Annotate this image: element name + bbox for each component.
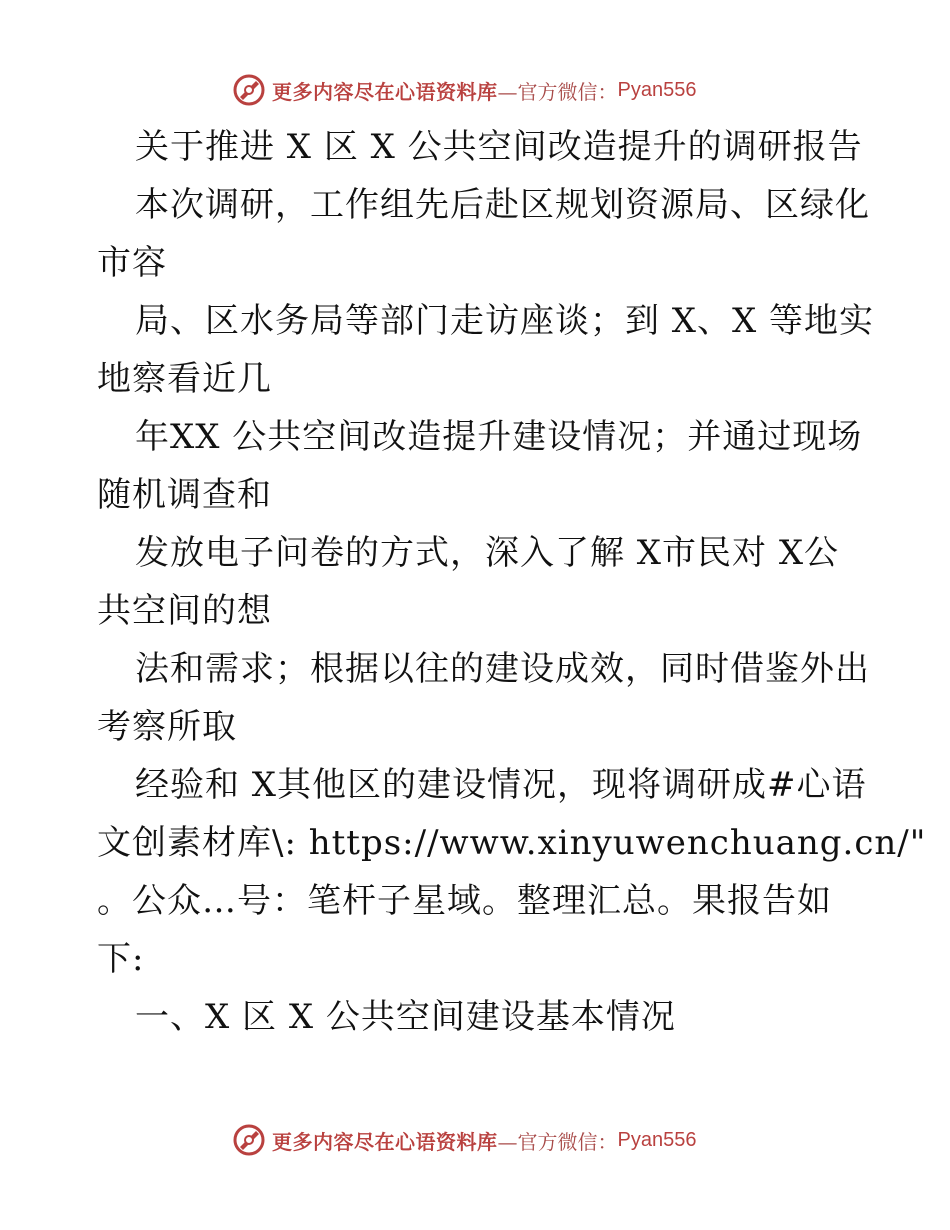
watermark-main-text: 更多内容尽在心语资料库 xyxy=(272,1129,498,1154)
logo-icon xyxy=(232,73,266,107)
paragraph-line: 。公众…号：笔杆子星域。整理汇总。果报告如 xyxy=(97,881,832,921)
document-title: 关于推进 X 区 X 公共空间改造提升的调研报告 xyxy=(135,127,863,167)
paragraph-line: 局、区水务局等部门走访座谈；到 X、X 等地实 xyxy=(135,301,875,341)
watermark-id-text: Pyan556 xyxy=(617,78,697,101)
section-heading: 一、X 区 X 公共空间建设基本情况 xyxy=(135,997,676,1037)
paragraph-line: 下: xyxy=(97,939,145,979)
paragraph-line: 法和需求；根据以往的建设成效，同时借鉴外出 xyxy=(135,649,870,689)
paragraph-line: 随机调查和 xyxy=(97,475,272,515)
document-body xyxy=(97,118,927,1046)
watermark-header xyxy=(232,72,696,108)
watermark-main-text: 更多内容尽在心语资料库 xyxy=(272,79,498,104)
paragraph-line: 考察所取 xyxy=(97,707,237,747)
paragraph-line: 年XX 公共空间改造提升建设情况；并通过现场 xyxy=(135,417,863,457)
paragraph-line: 本次调研，工作组先后赴区规划资源局、区绿化 xyxy=(135,185,870,225)
paragraph-line: 发放电子问卷的方式，深入了解 X市民对 X公 xyxy=(135,533,840,573)
paragraph-line: 文创素材库\: https://www.xinyuwenchuang.cn/" xyxy=(97,823,927,863)
watermark-sub-text: —官方微信： xyxy=(497,1129,618,1154)
paragraph-line: 经验和 X其他区的建设情况，现将调研成#心语 xyxy=(135,765,867,805)
watermark-id-text: Pyan556 xyxy=(617,1128,697,1151)
watermark-footer xyxy=(232,1122,696,1158)
paragraph-line: 市容 xyxy=(97,243,167,283)
paragraph-line: 共空间的想 xyxy=(97,591,272,631)
watermark-sub-text: —官方微信： xyxy=(497,79,618,104)
paragraph-line: 地察看近几 xyxy=(97,359,272,399)
logo-icon xyxy=(232,1123,266,1157)
